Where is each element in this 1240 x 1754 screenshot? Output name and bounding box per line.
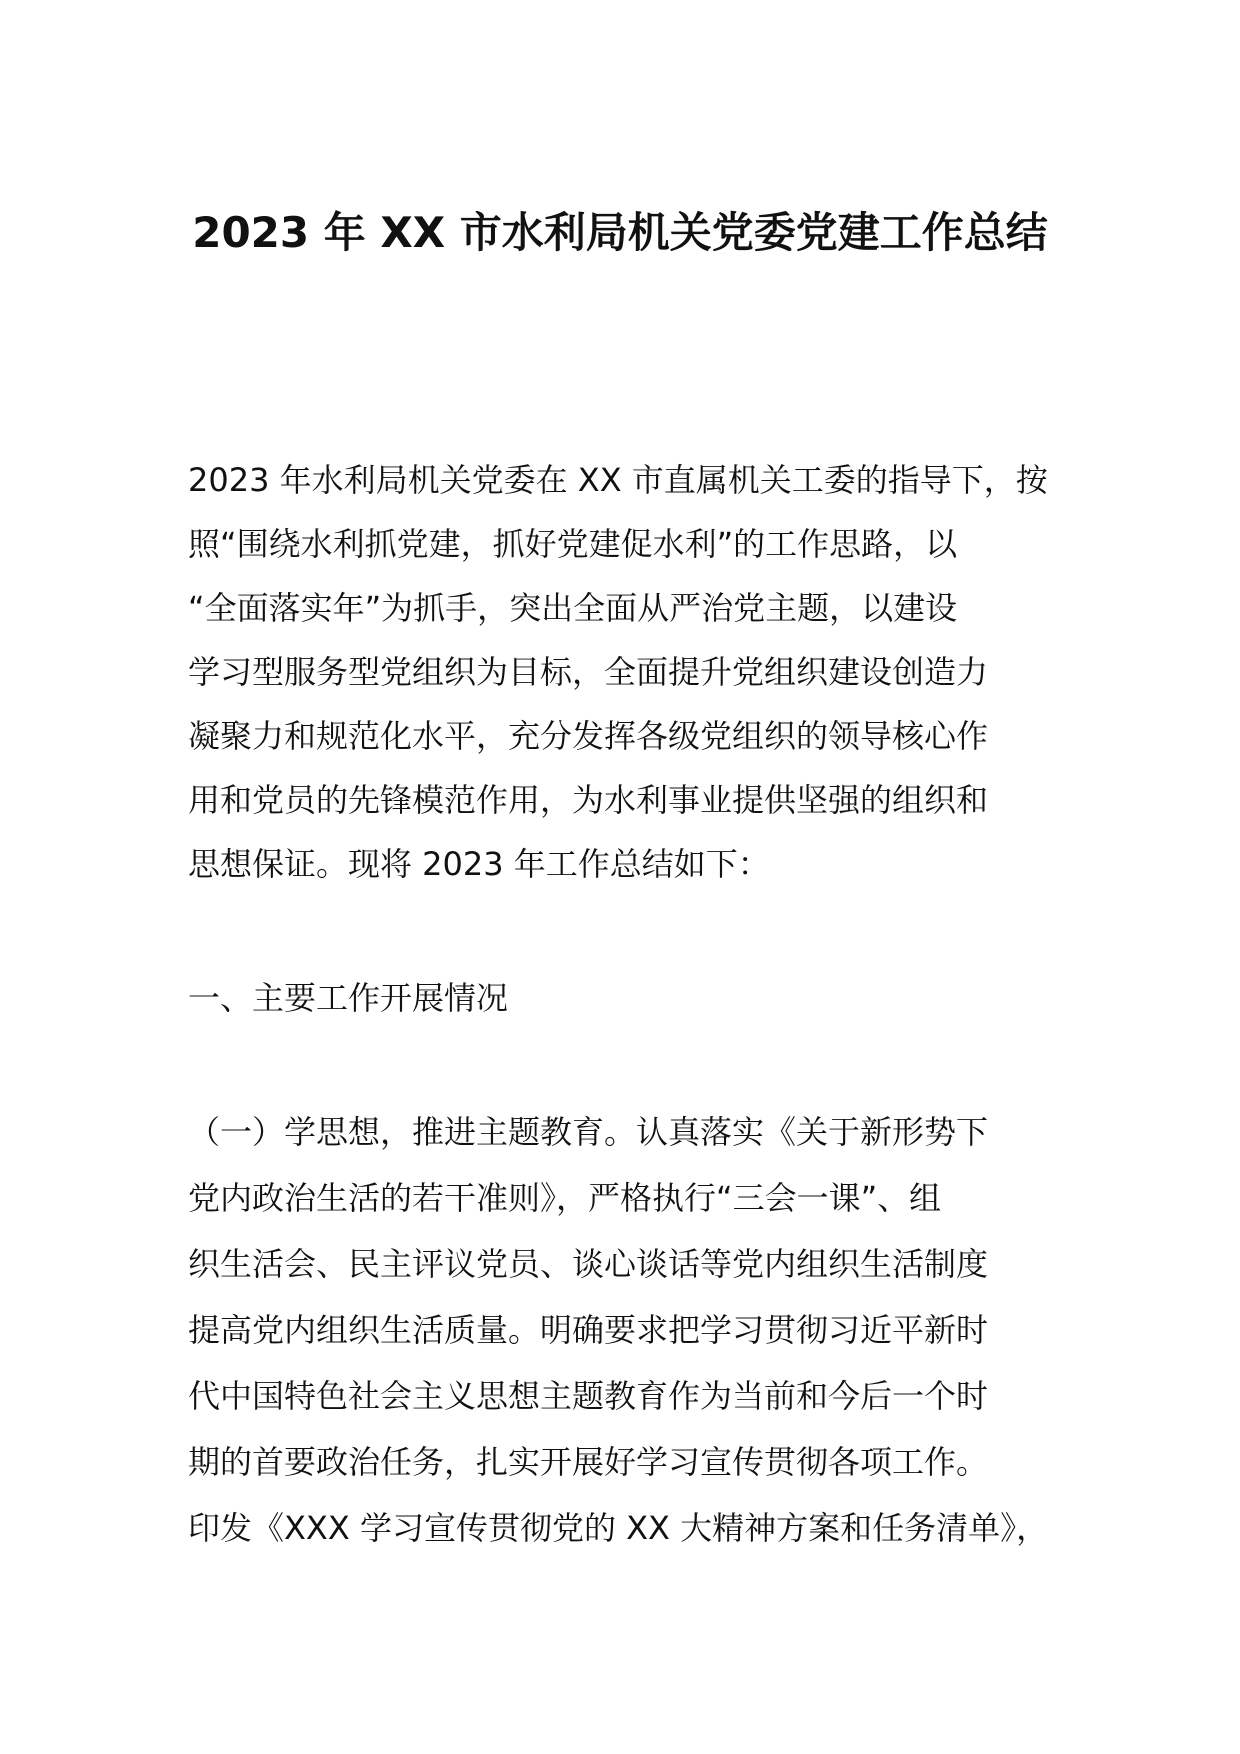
section1-line-6: 期的首要政治任务，扎实开展好学习宣传贯彻各项工作。 xyxy=(188,1443,989,1481)
intro-line-4: 学习型服务型党组织为目标，全面提升党组织建设创造力 xyxy=(188,653,989,691)
section1-line-5: 代中国特色社会主义思想主题教育作为当前和今后一个时 xyxy=(188,1377,989,1415)
section1-line-2: 党内政治生活的若干准则》，严格执行“三会一课”、组 xyxy=(188,1179,942,1217)
section1-line-3: 织生活会、民主评议党员、谈心谈话等党内组织生活制度 xyxy=(188,1245,989,1283)
intro-line-2: 照“围绕水利抓党建，抓好党建促水利”的工作思路，以 xyxy=(188,525,958,563)
section1-line-1: （一）学思想，推进主题教育。认真落实《关于新形势下 xyxy=(188,1113,989,1151)
intro-line-7: 思想保证。现将 2023 年工作总结如下： xyxy=(188,845,770,883)
intro-line-5: 凝聚力和规范化水平，充分发挥各级党组织的领导核心作 xyxy=(188,717,989,755)
section1-line-7: 印发《XXX 学习宣传贯彻党的 XX 大精神方案和任务清单》， xyxy=(188,1509,1049,1547)
document-title: 2023 年 XX 市水利局机关党委党建工作总结 xyxy=(192,208,1048,257)
intro-line-3: “全面落实年”为抓手，突出全面从严治党主题，以建设 xyxy=(188,589,958,627)
section-heading: 一、主要工作开展情况 xyxy=(188,979,509,1017)
intro-line-1: 2023 年水利局机关党委在 XX 市直属机关工委的指导下，按 xyxy=(188,461,1048,499)
intro-line-6: 用和党员的先锋模范作用，为水利事业提供坚强的组织和 xyxy=(188,781,989,819)
section1-line-4: 提高党内组织生活质量。明确要求把学习贯彻习近平新时 xyxy=(188,1311,989,1349)
